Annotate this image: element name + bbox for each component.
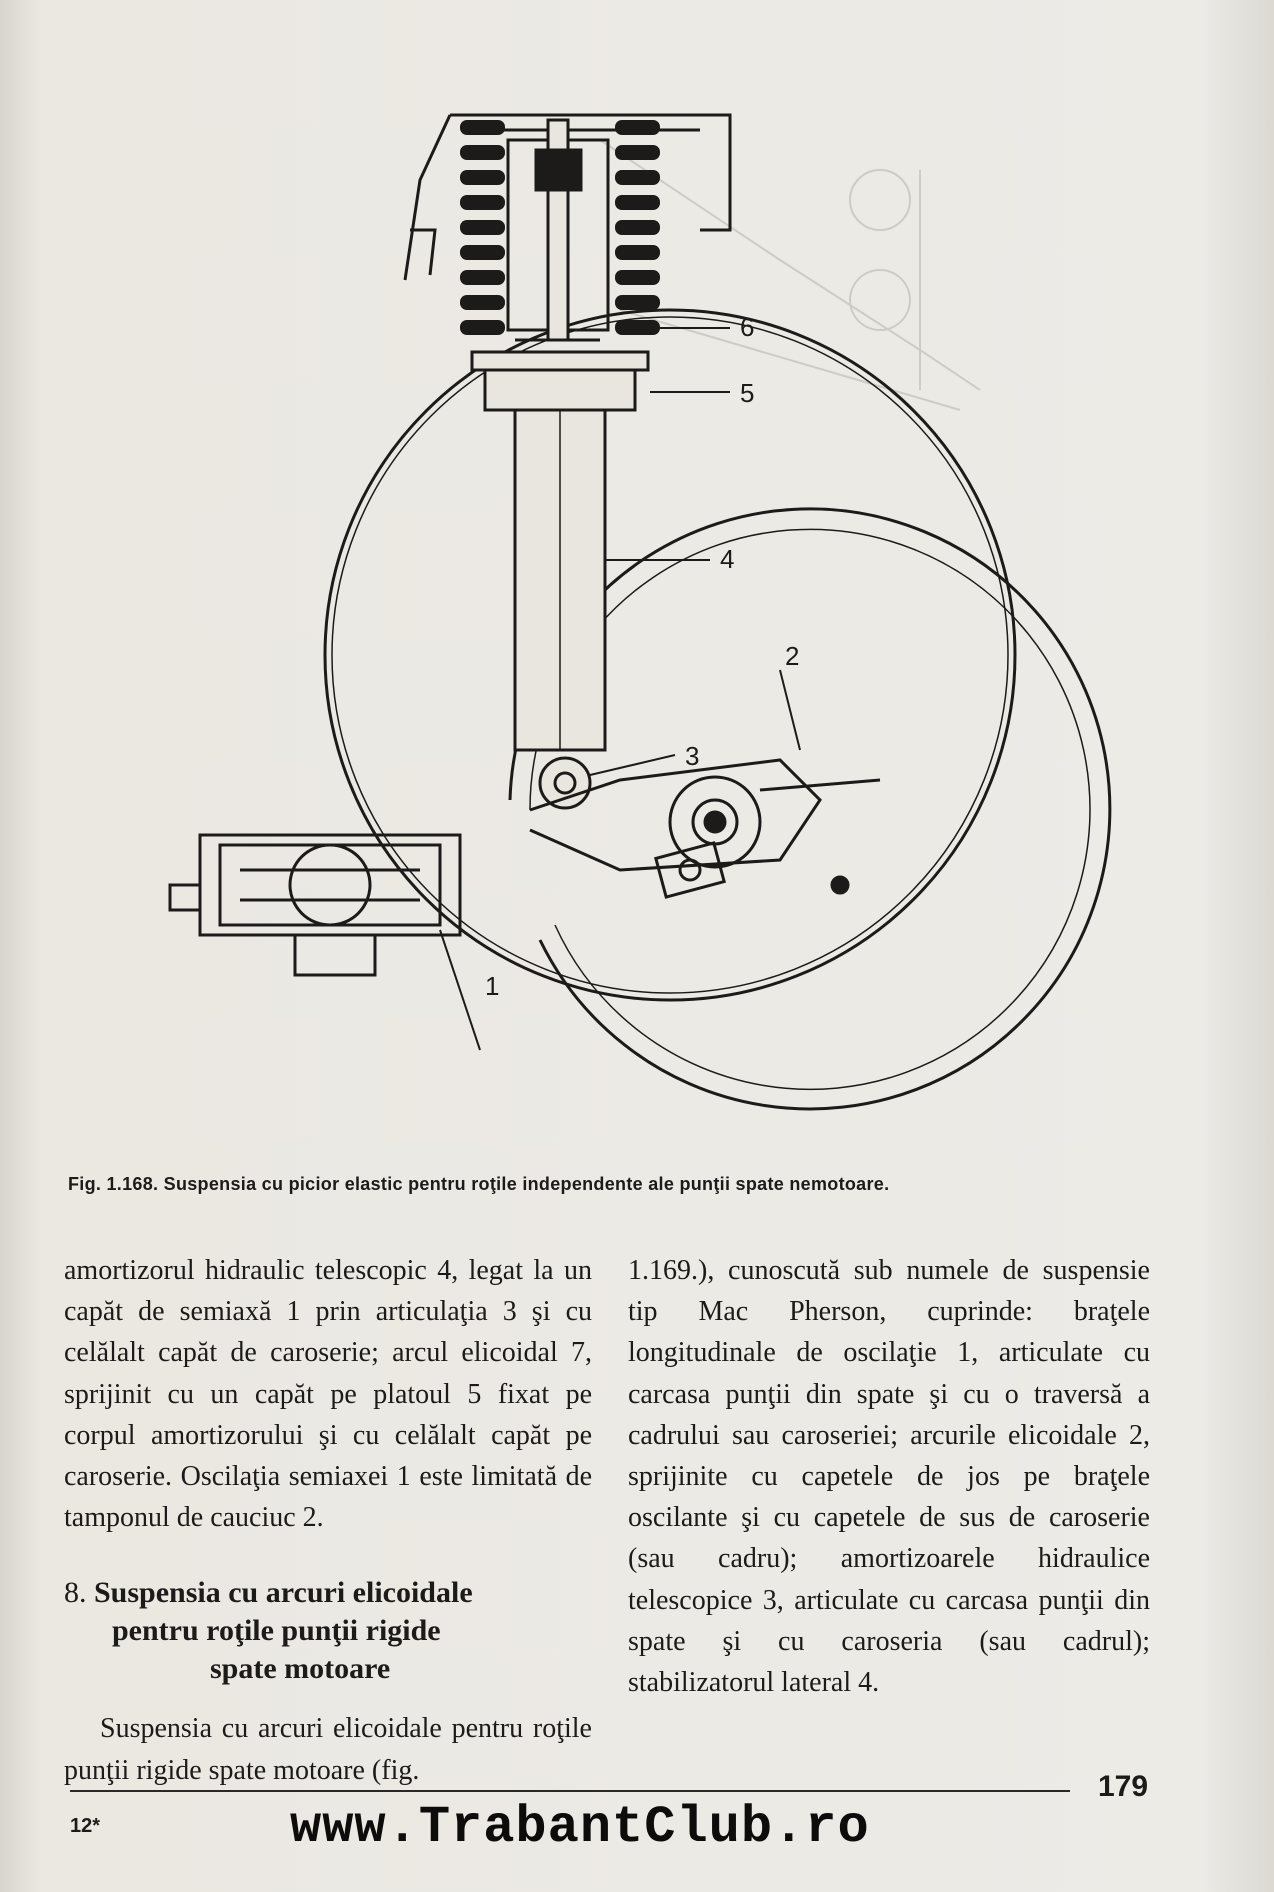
section-title-line-3: spate motoare bbox=[210, 1652, 391, 1686]
page-number: 179 bbox=[1098, 1770, 1149, 1803]
callout-2: 2 bbox=[785, 641, 800, 671]
callout-3: 3 bbox=[685, 741, 700, 771]
spring-seat-5 bbox=[472, 352, 648, 370]
figure-suspension-drawing bbox=[60, 110, 1220, 1160]
section-number: 8. bbox=[64, 1576, 87, 1610]
right-paragraph-1: 1.169.), cunoscută sub numele de suspensie tip Mac Pherson, cuprinde: braţele longitudinale de oscilaţie 1, articulate cu carcasa punţii din spate şi cu o traversă a cadrului sau caroseriei; arcurile elicoidale 2, sprijinite cu capetele de jos pe braţele oscilante şi cu capetele de sus de caroserie (sau cadru); amortizoarele hidraulice telescopice 3, articulate cu carcasa punţii din spate şi cu caroseria (sau cadrul); stabilizatorul lateral 4. bbox=[628, 1255, 1150, 1699]
section-heading bbox=[64, 1574, 592, 1688]
footer-rule bbox=[70, 1790, 1070, 1792]
right-column bbox=[628, 1250, 1150, 1703]
callout-5: 5 bbox=[740, 378, 755, 408]
wheel-drawing bbox=[325, 310, 1110, 1109]
section-title-line-2: pentru roţile punţii rigide bbox=[112, 1614, 441, 1648]
callout-leaders bbox=[440, 328, 800, 1050]
pivot-housing bbox=[170, 835, 460, 975]
callout-6: 6 bbox=[740, 312, 755, 342]
inner-rod bbox=[508, 120, 608, 340]
left-paragraph-1: amortizorul hidraulic telescopic 4, legat la un capăt de semiaxă 1 prin articulaţia 3 şi cu celălalt capăt de caroserie; arcul elicoidal 7, sprijinit cu un capăt pe platoul 5 fixat pe corpul amortizorului şi cu celălalt capăt pe caroserie. Oscilaţia semiaxei 1 este limitată de tamponul de cauciuc 2. bbox=[64, 1255, 592, 1534]
left-paragraph-2: Suspensia cu arcuri elicoidale pentru roţile punţii rigide spate motoare (fig. bbox=[64, 1713, 592, 1786]
callout-4: 4 bbox=[720, 544, 735, 574]
callout-1: 1 bbox=[485, 971, 500, 1001]
left-column bbox=[64, 1250, 592, 1791]
figure-caption: Fig. 1.168. Suspensia cu picior elastic pentru roţile independente ale punţii spate nemotoare. bbox=[68, 1174, 890, 1194]
damper-body-4 bbox=[485, 370, 635, 808]
signature-mark: 12* bbox=[70, 1815, 101, 1837]
section-title-line-1: Suspensia cu arcuri elicoidale bbox=[94, 1576, 473, 1610]
watermark: www.TrabantClub.ro bbox=[290, 1798, 870, 1857]
